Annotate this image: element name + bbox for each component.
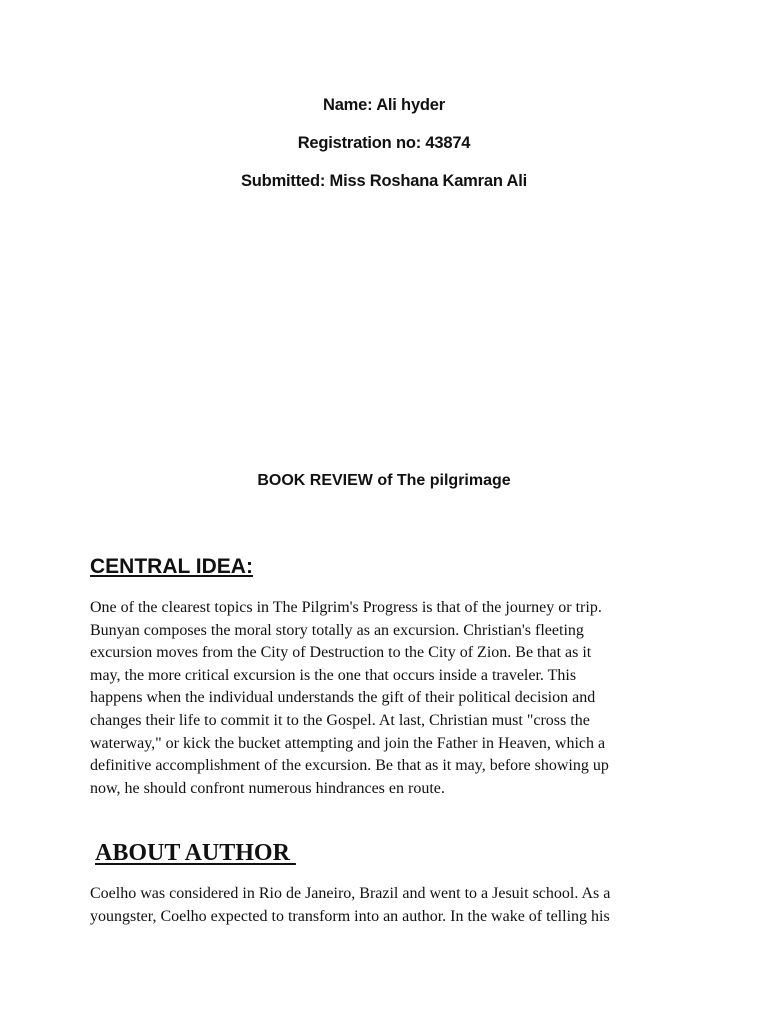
about-author-paragraph (90, 883, 680, 928)
central-idea-paragraph (90, 597, 680, 800)
paragraph-line: One of the clearest topics in The Pilgrim's Progress is that of the journey or trip. (90, 599, 602, 616)
paragraph-line: definitive accomplishment of the excursion. Be that as it may, before showing up (90, 757, 609, 775)
paragraph-line: happens when the individual understands the gift of their political decision and (90, 689, 596, 707)
paragraph-line: waterway," or kick the bucket attempting and join the Father in Heaven, which a (90, 734, 606, 752)
registration-number: Registration no: 43874 (297, 134, 471, 152)
submitted-to: Submitted: Miss Roshana Kamran Ali (241, 172, 527, 190)
paragraph-line: youngster, Coelho expected to transform into an author. In the wake of telling his (90, 907, 610, 925)
about-author-heading: ABOUT AUTHOR (95, 840, 296, 866)
central-idea-heading: CENTRAL IDEA: (90, 555, 253, 578)
paragraph-line: Bunyan composes the moral story totally as an excursion. Christian's fleeting (90, 621, 584, 639)
paragraph-line: may, the more critical excursion is the one that occurs inside a traveler. This (90, 666, 577, 684)
paragraph-line: changes their life to commit it to the Gospel. At last, Christian must "cross the (90, 711, 590, 729)
review-title: BOOK REVIEW of The pilgrimage (257, 472, 511, 489)
paragraph-line: now, he should confront numerous hindrances en route. (90, 779, 445, 797)
paragraph-line: Coelho was considered in Rio de Janeiro, Brazil and went to a Jesuit school. As a (90, 885, 611, 902)
student-name: Name: Ali hyder (322, 96, 445, 114)
paragraph-line: excursion moves from the City of Destruction to the City of Zion. Be that as it (90, 644, 592, 662)
